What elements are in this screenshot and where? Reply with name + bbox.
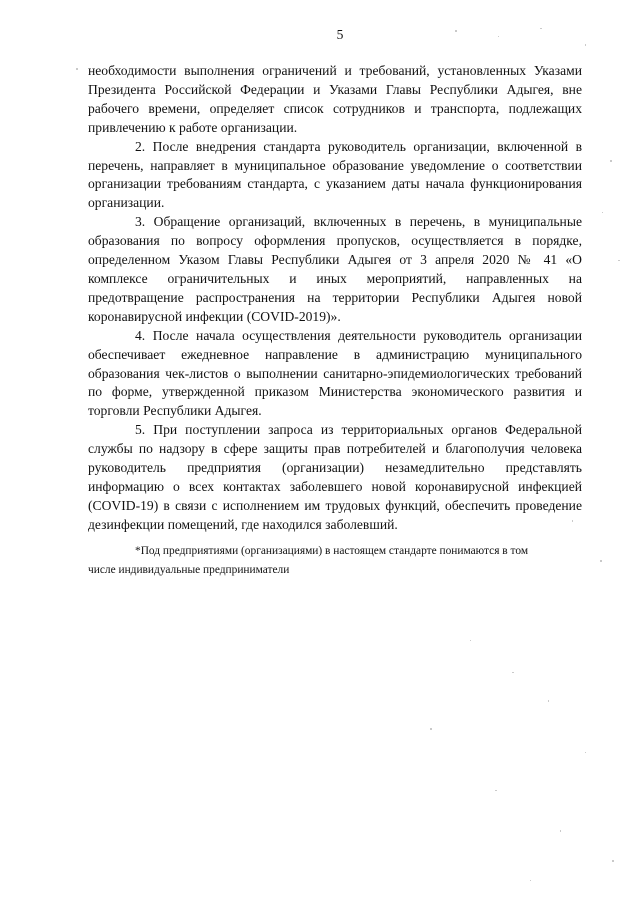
footnote xyxy=(88,542,588,580)
paragraph-4: 4. После начала осуществления деятельности руководитель организации обеспечивает ежедневное направление в администрацию муниципального образования чек-листов о выполнении санитарно-эпидемиологических требований по форме, утвержденной приказом Министерства экономического развития и торговли Республики Адыгея. xyxy=(88,327,582,419)
page-number: 5 xyxy=(336,27,344,42)
footnote-line-1: *Под предприятиями (организациями) в настоящем стандарте понимаются в том xyxy=(135,545,529,557)
paragraph-5: 5. При поступлении запроса из территориальных органов Федеральной службы по надзору в сфере защиты прав потребителей и благополучия человека руководитель предприятия (организации) незамедлительно представлять информацию о всех контактах заболевшего новой коронавирусной инфекцией (COVID-19) в связи с исполнением им трудовых функций, обеспечить проведение дезинфекции помещений, где находился заболевший. xyxy=(88,422,582,532)
document-body xyxy=(88,62,582,535)
paragraph-3: 3. Обращение организаций, включенных в перечень, в муниципальные образования по вопросу оформления пропусков, осуществляется в порядке, определенном Указом Главы Республики Адыгея от 3 апреля 2020 № 41 «О комплексе ограничительных и иных мероприятий, направленных на предотвращение распространения на территории Республики Адыгея новой коронавирусной инфекции (COVID-2019)». xyxy=(88,214,582,324)
paragraph-continuation: необходимости выполнения ограничений и требований, установленных Указами Президента Российской Федерации и Указами Главы Республики Адыгея, вне рабочего времени, определяет список сотрудников и транспорта, подлежащих привлечению к работе организации. xyxy=(88,63,582,135)
footnote-line-2: числе индивидуальные предприниматели xyxy=(88,564,290,576)
paragraph-2: 2. После внедрения стандарта руководитель организации, включенной в перечень, направляет в муниципальное образование уведомление о соответствии организации требованиям стандарта, с указанием даты начала функционирования организации. xyxy=(88,138,582,211)
